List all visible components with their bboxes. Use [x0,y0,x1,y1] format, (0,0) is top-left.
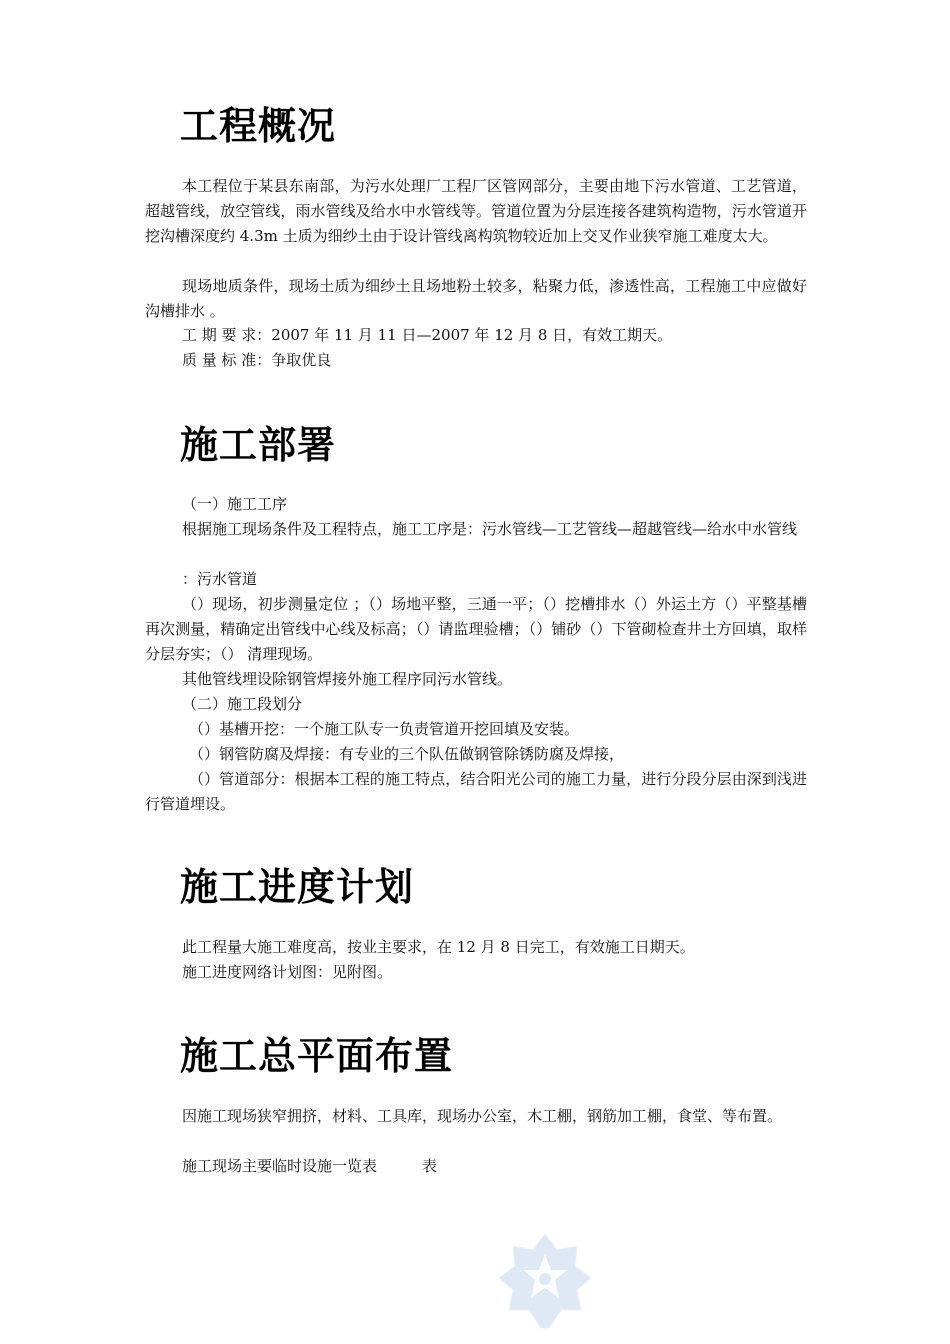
paragraph: 施工进度网络计划图：见附图。 [182,963,393,981]
paragraph: 因施工现场狭窄拥挤，材料、工具库，现场办公室，木工棚，钢筋加工棚，食堂、等布置。 [182,1107,783,1125]
paragraph: 本工程位于某县东南部，为污水处理厂工程厂区管网部分，主要由地下污水管道、工艺管道，超越管线，放空管线，雨水管线及给水中水管线等。管道位置为分层连接各建筑构造物，污水管道开挖沟槽深度约 4.3m 土质为细纱土由于设计管线离构筑物较近加上交叉作业狭窄施工难度太大。 [145,177,807,245]
paragraph: 其他管线埋设除钢管焊接外施工程序同污水管线。 [182,670,513,688]
paragraph: 此工程量大施工难度高，按业主要求，在 12 月 8 日完工，有效施工日期天。 [182,938,695,956]
paragraph: （）基槽开挖：一个施工队专一负责管道开挖回填及安装。 [189,720,580,738]
paragraph: （）管道部分：根据本工程的施工特点，结合阳光公司的施工力量，进行分段分层由深到浅进行管道埋设。 [145,770,807,813]
section-title-deployment: 施工部署 [180,422,337,467]
paragraph: （一）施工工序 [182,495,288,513]
section-title-schedule: 施工进度计划 [180,864,415,909]
paragraph: ：污水管道 [182,570,258,588]
section-title-site-layout: 施工总平面布置 [180,1033,454,1078]
snowflake-logo-watermark-icon [497,1232,593,1332]
paragraph: 现场地质条件，现场土质为细纱土且场地粉土较多，粘聚力低，渗透性高，工程施工中应做好沟槽排水 。 [145,277,807,320]
paragraph: 工 期 要 求：2007 年 11 月 11 日—2007 年 12 月 8 日，有效工期天。 [182,326,673,344]
paragraph: 质 量 标 准：争取优良 [182,351,332,369]
paragraph: 施工现场主要临时设施一览表 表 [182,1157,438,1175]
paragraph: （）钢管防腐及焊接：有专业的三个队伍做钢管除锈防腐及焊接， [189,745,625,763]
paragraph: （二）施工段划分 [182,695,303,713]
paragraph: 根据施工现场条件及工程特点，施工工序是：污水管线—工艺管线—超越管线—给水中水管线 [182,520,798,538]
section-title-overview: 工程概况 [180,103,337,148]
paragraph: （）现场，初步测量定位 ；（）场地平整，三通一平；（）挖槽排水（）外运土方（）平整基槽再次测量，精确定出管线中心线及标高；（）请监理验槽；（）铺砂（）下管砌检查井土方回填，取样分层夯实；（） 清理现场。 [145,595,807,663]
